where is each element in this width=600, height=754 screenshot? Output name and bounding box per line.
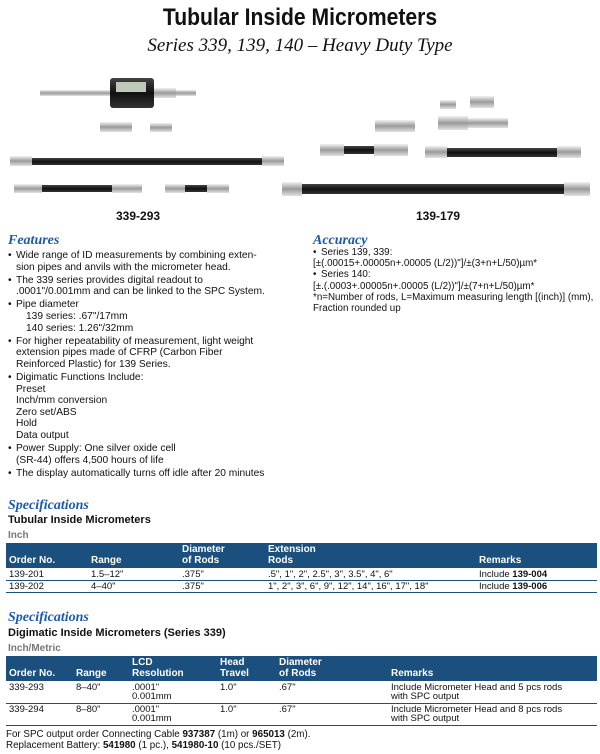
page-subtitle: Series 339, 139, 140 – Heavy Duty Type (147, 35, 453, 56)
list-item: • Digimatic Functions Include: Preset Inch/mm conversion Zero set/ABS Hold Data output (8, 372, 308, 442)
accuracy-note-2: Fraction rounded up (313, 303, 401, 315)
list-item: • The 339 series provides digital readout to .0001"/0.001mm and can be linked to the SPC System. (8, 275, 308, 298)
image-caption-right: 139-179 (416, 209, 461, 223)
accuracy-formula-1: [±(.00015+.00005n+.00005 (L/2))"]/±(3+n+L/50)µm* (313, 258, 538, 270)
footer-battery-note: Replacement Battery: 541980 (1 pc.), 541980-10 (10 pcs./SET) (6, 740, 282, 751)
specifications-heading-2: Specifications (8, 610, 89, 625)
table-title-tubular: Tubular Inside Micrometers (8, 514, 151, 526)
page-title: Tubular Inside Micrometers (162, 4, 438, 31)
table-header-tubular: Order No. Range Diameter of Rods Extension Rods Remarks (6, 543, 597, 568)
table-row: 139-202 4–40" .375" 1", 2", 3", 6", 9", 12", 14", 16", 17", 18" Include 139-006 (6, 581, 597, 593)
accuracy-note: *n=Number of rods, L=Maximum measuring length [(inch)] (mm), (313, 291, 594, 303)
list-item: • For higher repeatability of measurement, light weight extension pipes made of CFRP (Carbon Fiber Reinforced Plastic) for 139 Series. (8, 336, 308, 371)
table-header-digimatic: Order No. Range LCD Resolution Head Travel Diameter of Rods Remarks (6, 656, 597, 681)
accuracy-block (313, 247, 598, 314)
footer-notes (6, 729, 596, 751)
unit-label-inch: Inch (8, 530, 29, 541)
footer-cable-note: For SPC output order Connecting Cable 937387 (1m) or 965013 (2m). (6, 729, 311, 740)
table-row: 139-201 1.5–12" .375" .5", 1", 2", 2.5", 3", 3.5", 4", 6" Include 139-004 (6, 569, 597, 581)
unit-label-inch-metric: Inch/Metric (8, 643, 61, 654)
accuracy-heading: Accuracy (313, 233, 368, 248)
list-item: • Wide range of ID measurements by combining exten- sion pipes and anvils with the micrometer head. (8, 250, 308, 273)
features-list (8, 250, 308, 481)
features-heading: Features (8, 233, 60, 248)
table-row: 339-294 8–80" .0001" 0.001mm 1.0" .67" Include Micrometer Head and 8 pcs rods with SPC output (6, 704, 597, 726)
list-item: • Power Supply: One silver oxide cell (SR-44) offers 4,500 hours of life (8, 443, 308, 466)
table-title-digimatic: Digimatic Inside Micrometers (Series 339) (8, 627, 226, 639)
list-item: • Pipe diameter 139 series: .67"/17mm 140 series: 1.26"/32mm (8, 299, 308, 334)
accuracy-formula-2: [±.(.0003+.00005n+.00005 (L/2))"]/±(7+n+L/50)µm* (313, 280, 535, 292)
specifications-heading-1: Specifications (8, 498, 89, 513)
table-row: 339-293 8–40" .0001" 0.001mm 1.0" .67" Include Micrometer Head and 5 pcs rods with SPC output (6, 682, 597, 704)
list-item: • The display automatically turns off idle after 20 minutes (8, 468, 308, 480)
accuracy-series-139-339: • Series 139, 339: (313, 247, 598, 258)
product-photo (0, 70, 600, 210)
digital-micrometer-head (40, 78, 196, 108)
image-caption-left: 339-293 (116, 209, 161, 223)
accuracy-series-140: • Series 140: (313, 269, 598, 280)
